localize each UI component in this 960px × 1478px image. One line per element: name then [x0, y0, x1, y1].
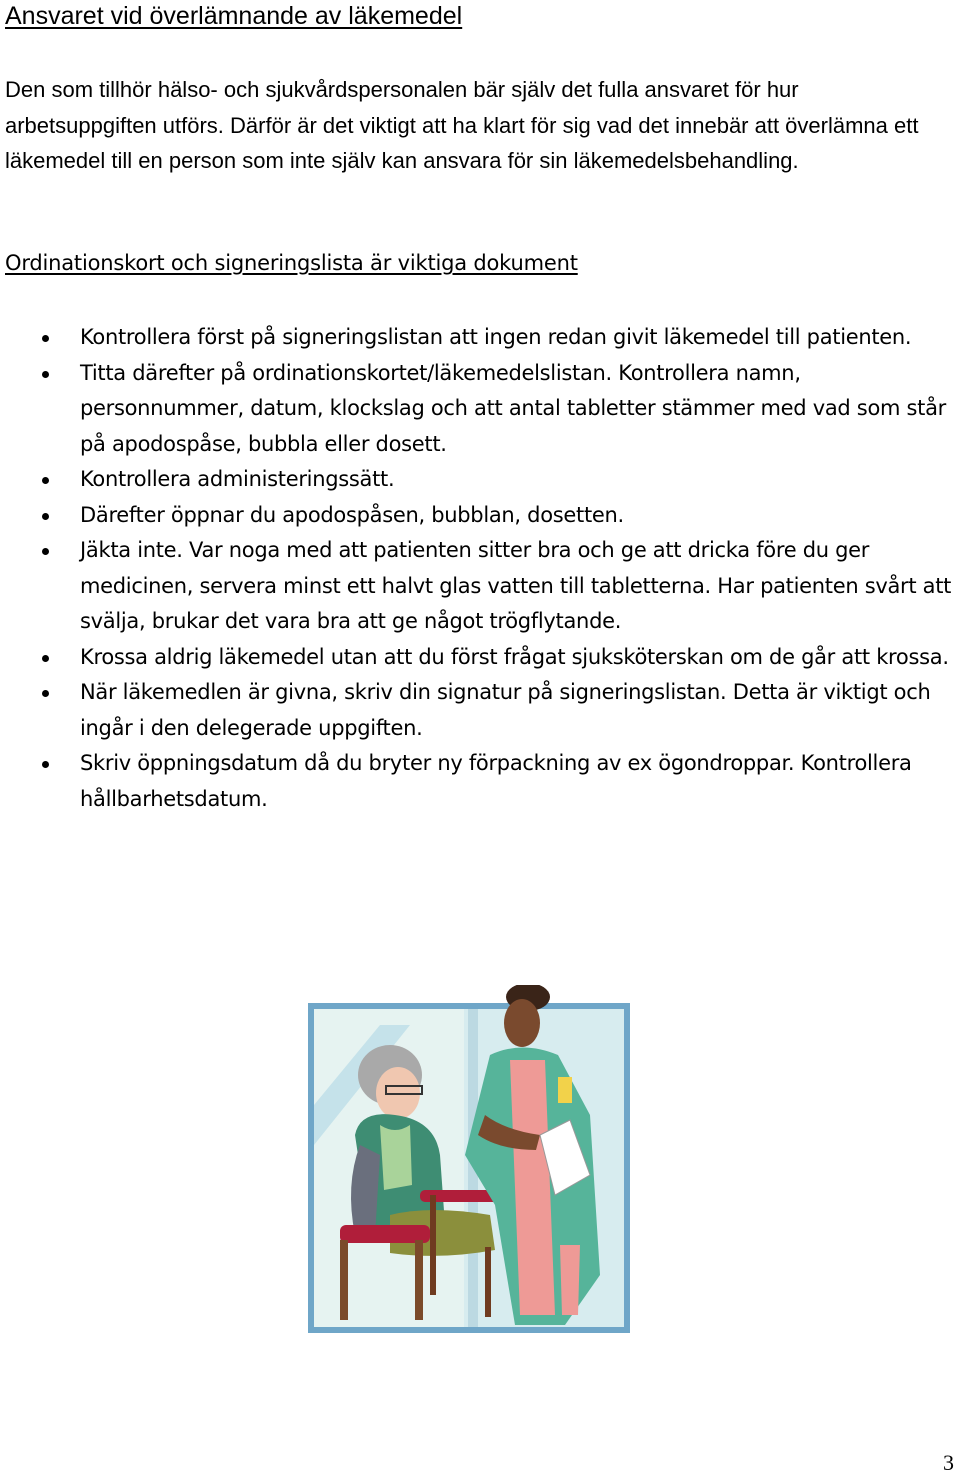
bullet-icon — [42, 655, 49, 662]
list-item-text: Krossa aldrig läkemedel utan att du först frågat sjuksköterskan om de går att krossa. — [80, 644, 949, 669]
list-item-text: Jäkta inte. Var noga med att patienten sitter bra och ge att dricka före du ger medicinen, servera minst ett halvt glas vatten till tabletterna. Har patienten svårt att svälja, brukar det vara bra att ge något trögflytande. — [80, 538, 952, 633]
list-item — [0, 533, 960, 640]
list-item — [0, 675, 960, 746]
section-subheading: Ordinationskort och signeringslista är viktiga dokument — [5, 251, 578, 275]
list-item-text: Titta därefter på ordinationskortet/läkemedelslistan. Kontrollera namn, personnummer, datum, klockslag och att antal tabletter stämmer med vad som står på apodospåse, bubbla eller dosett. — [80, 360, 947, 456]
list-item-text: Skriv öppningsdatum då du bryter ny förpackning av ex ögondroppar. Kontrollera hållbarhetsdatum. — [80, 751, 912, 811]
instruction-list — [0, 320, 960, 817]
list-item-text: Kontrollera administeringssätt. — [80, 467, 395, 491]
list-item — [0, 640, 960, 676]
bullet-icon — [42, 690, 49, 697]
intro-paragraph: Den som tillhör hälso- och sjukvårdspersonalen bär själv det fulla ansvaret för hur arbetsuppgiften utförs. Därför är det viktigt att ha klart för sig vad det innebär att överlämna ett läkemedel till en person som inte själv kan ansvara för sin läkemedelsbehandling. — [5, 77, 919, 173]
bullet-icon — [42, 761, 49, 768]
list-item — [0, 498, 960, 534]
list-item-text: Därefter öppnar du apodospåsen, bubblan, dosetten. — [80, 502, 624, 527]
page-heading: Ansvaret vid överlämnande av läkemedel — [5, 2, 463, 30]
list-item — [0, 320, 960, 356]
list-item-text: När läkemedlen är givna, skriv din signatur på signeringslistan. Detta är viktigt och ingår i den delegerade uppgiften. — [80, 680, 931, 740]
nurse-giving-medicine-to-elderly-woman-icon — [300, 985, 635, 1355]
page-number: 3 — [943, 1450, 954, 1475]
bullet-icon — [42, 477, 49, 484]
bullet-icon — [42, 335, 49, 342]
list-item — [0, 746, 960, 817]
list-item — [0, 462, 960, 498]
bullet-icon — [42, 371, 49, 378]
bullet-icon — [42, 548, 49, 555]
bullet-icon — [42, 513, 49, 520]
list-item-text: Kontrollera först på signeringslistan att ingen redan givit läkemedel till patienten. — [80, 325, 912, 349]
list-item — [0, 356, 960, 463]
